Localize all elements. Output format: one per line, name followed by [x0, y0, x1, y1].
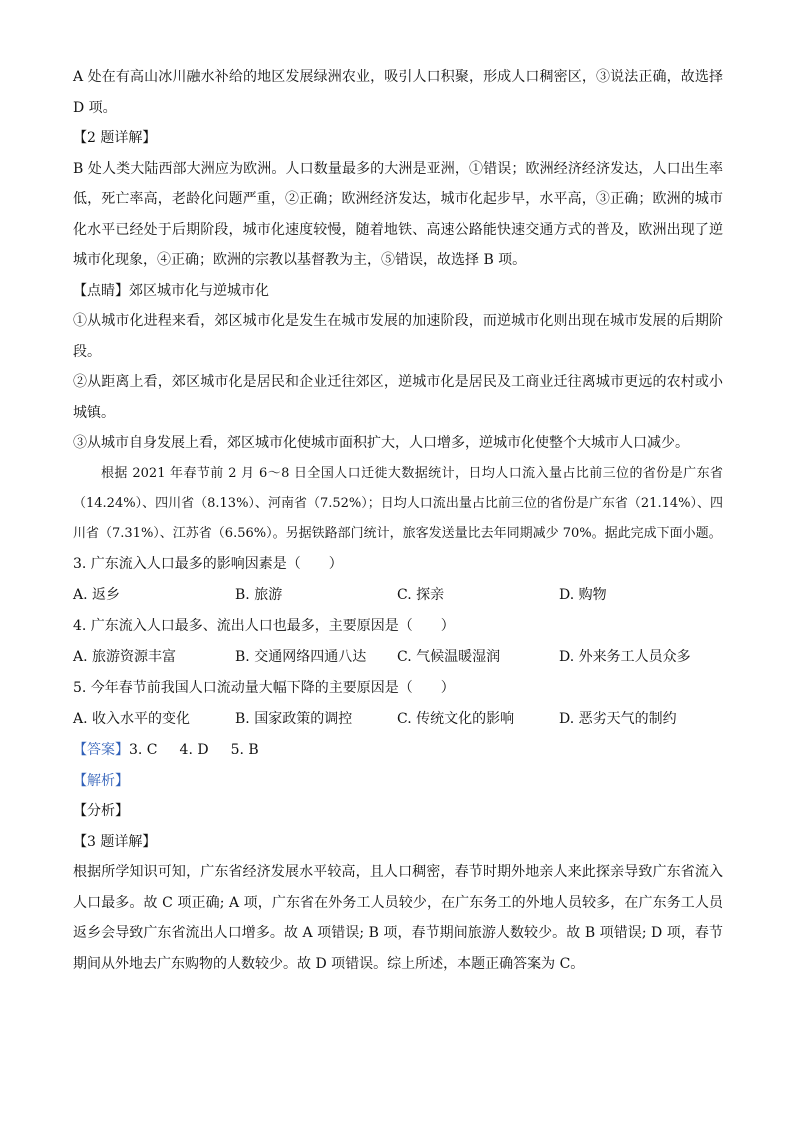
answer-line — [73, 735, 723, 766]
option-b: B. 交通网络四通八达 — [235, 648, 367, 665]
question-stem: 5. 今年春节前我国人口流动量大幅下降的主要原因是（ ） — [73, 679, 455, 696]
option-b: B. 国家政策的调控 — [235, 710, 353, 727]
tip-point-1: ①从城市化进程来看，郊区城市化是发生在城市发展的加速阶段，而逆城市化则出现在城市发展的后期阶段。 — [73, 313, 723, 360]
option-c: C. 气候温暖湿润 — [397, 648, 501, 665]
tip-point-3: ③从城市自身发展上看，郊区城市化使城市面积扩大，人口增多，逆城市化使整个大城市人口减少。 — [73, 435, 689, 451]
option-d: D. 恶劣天气的制约 — [559, 710, 677, 727]
document-page — [73, 62, 723, 979]
question-stem: 3. 广东流入人口最多的影响因素是（ ） — [73, 555, 343, 572]
answer-q4: 4. D — [179, 741, 209, 758]
answer-label: 【答案】 — [73, 741, 129, 758]
answer-q3: 3. C — [129, 741, 158, 758]
option-a: A. 收入水平的变化 — [73, 710, 191, 727]
question-5 — [73, 673, 723, 735]
fenxi-heading: 【分析】 — [73, 803, 129, 819]
options-row — [73, 580, 723, 611]
question-4 — [73, 611, 723, 673]
q3-detail: 根据所学知识可知，广东省经济发展水平较高，且人口稠密，春节时期外地亲人来此探亲导致广东省流入人口最多。故 C 项正确; A 项，广东省在外务工人员较少，在广东务工的外地人员较多，在广东务工人员返乡会导致广东省流出人口增多。故 A 项错误; B 项，春节期间旅游人数较少。故 B 项错误; D 项，春节期间从外地去广东购物的人数较少。故 D 项错误。综上所述，本题正确答案为 C。 — [73, 864, 723, 972]
option-a: A. 返乡 — [73, 586, 121, 603]
answer-q5: 5. B — [230, 741, 259, 758]
option-d: D. 外来务工人员众多 — [559, 648, 691, 665]
option-c: C. 探亲 — [397, 586, 445, 603]
option-b: B. 旅游 — [235, 586, 283, 603]
q2-heading: 【2 题详解】 — [73, 130, 157, 146]
options-row — [73, 704, 723, 735]
option-d: D. 购物 — [559, 586, 607, 603]
option-c: C. 传统文化的影响 — [397, 710, 515, 727]
question-stem: 4. 广东流入人口最多、流出人口也最多，主要原因是（ ） — [73, 617, 455, 634]
tip-point-2: ②从距离上看，郊区城市化是居民和企业迁往郊区，逆城市化是居民及工商业迁往离城市更远的农村或小城镇。 — [73, 374, 723, 421]
q2-detail: B 处人类大陆西部大洲应为欧洲。人口数量最多的大洲是亚洲，①错误；欧洲经济经济发达，人口出生率低，死亡率高，老龄化问题严重，②正确；欧洲经济发达，城市化起步早，水平高，③正确；欧洲的城市化水平已经处于后期阶段，城市化速度较慢，随着地铁、高速公路能快速交通方式的普及，欧洲出现了逆城市化现象，④正确；欧洲的宗教以基督教为主，⑤错误，故选择 B 项。 — [73, 160, 723, 268]
question-3 — [73, 549, 723, 611]
option-a: A. 旅游资源丰富 — [73, 648, 177, 665]
reading-passage: 根据 2021 年春节前 2 月 6～8 日全国人口迁徙大数据统计，日均人口流入量占比前三位的省份是广东省（14.24%）、四川省（8.13%）、河南省（7.52%）；日均人口流出量占比前三位的省份是广东省（21.14%）、四川省（7.31%）、江苏省（6.56%）。另据铁路部门统计，旅客发送量比去年同期减少 70%。据此完成下面小题。 — [73, 465, 723, 541]
paragraph-q1-conclusion: A 处在有高山冰川融水补给的地区发展绿洲农业，吸引人口积聚，形成人口稠密区，③说法正确，故选择 D 项。 — [73, 69, 723, 116]
analysis-label: 【解析】 — [73, 772, 129, 789]
q3-heading: 【3 题详解】 — [73, 833, 157, 850]
tip-heading: 【点睛】郊区城市化与逆城市化 — [73, 282, 269, 299]
options-row — [73, 642, 723, 673]
